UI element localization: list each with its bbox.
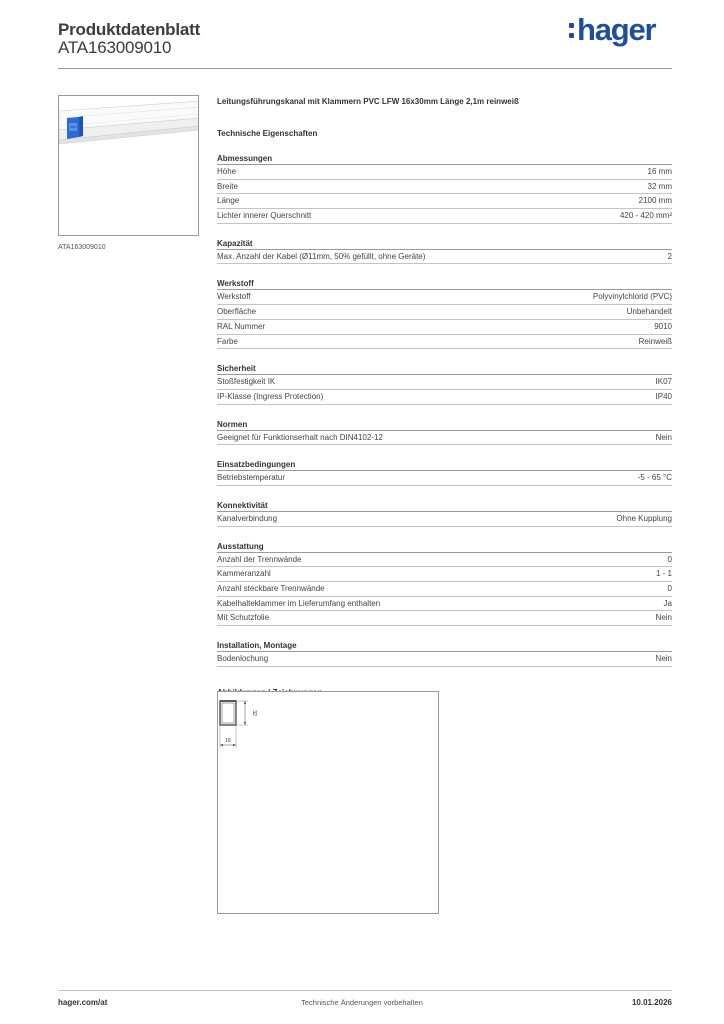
spec-value: 0 — [667, 584, 672, 593]
hager-logo — [568, 14, 655, 45]
spec-section — [217, 419, 672, 446]
spec-label: Max. Anzahl der Kabel (Ø11mm, 50% gefüllt, ohne Geräte) — [217, 251, 426, 261]
spec-sections — [217, 153, 672, 667]
spec-row — [217, 431, 672, 446]
spec-label: Lichter innerer Querschnitt — [217, 211, 312, 221]
article-number: ATA163009010 — [58, 38, 172, 57]
spec-value: Polyvinylchlorid (PVC) — [592, 292, 672, 302]
image-caption: ATA163009010 — [58, 244, 106, 251]
spec-label: Stoßfestigkeit IK — [217, 377, 276, 387]
spec-row — [217, 165, 672, 180]
section-title: Werkstoff — [217, 278, 672, 290]
section-title: Konnektivität — [217, 500, 672, 512]
spec-section — [217, 278, 672, 349]
spec-label: Kabelhalteklammer im Lieferumfang enthalten — [217, 598, 381, 608]
spec-section — [217, 640, 672, 667]
spec-section — [217, 238, 672, 265]
spec-value: Nein — [655, 432, 672, 442]
spec-value: IP40 — [655, 391, 672, 401]
spec-row — [217, 567, 672, 582]
spec-row — [217, 250, 672, 265]
spec-value: -5 - 65 °C — [637, 473, 672, 483]
spec-row — [217, 375, 672, 390]
spec-value: 16 mm — [647, 167, 672, 176]
spec-value: Nein — [655, 613, 672, 623]
dimension-width-label: 16 — [225, 738, 231, 744]
spec-value: Reinweiß — [638, 336, 672, 346]
spec-label: Länge — [217, 196, 240, 206]
spec-value: 2100 mm — [638, 196, 672, 206]
header-divider — [58, 68, 672, 69]
spec-label: Mit Schutzfolie — [217, 613, 270, 623]
spec-label: Kammeranzahl — [217, 569, 271, 579]
spec-section — [217, 363, 672, 404]
spec-label: Werkstoff — [217, 292, 251, 302]
dimension-height-label: 32 — [251, 710, 257, 716]
spec-label: Breite — [217, 181, 238, 191]
spec-label: Oberfläche — [217, 307, 257, 317]
technical-properties-heading: Technische Eigenschaften — [217, 129, 318, 138]
footer-website-link[interactable]: hager.com/at — [58, 998, 108, 1007]
spec-label: Farbe — [217, 336, 238, 346]
spec-section — [217, 541, 672, 626]
spec-row — [217, 652, 672, 667]
spec-row — [217, 290, 672, 305]
spec-row — [217, 320, 672, 335]
spec-row — [217, 553, 672, 568]
technical-drawing — [217, 691, 439, 914]
document-title: Produktdatenblatt — [58, 20, 201, 39]
spec-section — [217, 153, 672, 224]
spec-row — [217, 390, 672, 405]
specifications — [217, 96, 672, 698]
spec-row — [217, 180, 672, 195]
logo-text: hager — [577, 12, 656, 47]
spec-value: Nein — [655, 654, 672, 664]
spec-row — [217, 471, 672, 486]
cable-duct-illustration — [59, 96, 199, 236]
section-title: Sicherheit — [217, 363, 672, 375]
spec-value: Ja — [663, 598, 672, 608]
spec-label: Bodenlochung — [217, 654, 269, 664]
spec-row — [217, 597, 672, 612]
spec-row — [217, 582, 672, 597]
spec-value: 9010 — [654, 321, 672, 331]
cross-section-drawing — [218, 692, 440, 915]
spec-value: IK07 — [655, 377, 672, 387]
spec-label: Anzahl steckbare Trennwände — [217, 584, 325, 593]
section-title: Abmessungen — [217, 153, 672, 165]
spec-value: Unbehandelt — [626, 307, 672, 317]
spec-value: 32 mm — [647, 181, 672, 191]
spec-section — [217, 500, 672, 527]
spec-label: Anzahl der Trennwände — [217, 554, 302, 564]
footer-note: Technische Änderungen vorbehalten — [301, 998, 423, 1007]
section-title: Kapazität — [217, 238, 672, 250]
spec-value: Ohne Kupplung — [616, 513, 672, 523]
spec-value: 0 — [667, 554, 672, 564]
spec-label: Geeignet für Funktionserhalt nach DIN4102-12 — [217, 432, 383, 442]
spec-row — [217, 209, 672, 224]
footer-divider — [58, 990, 672, 991]
spec-label: Betriebstemperatur — [217, 473, 286, 483]
product-name: Leitungsführungskanal mit Klammern PVC LFW 16x30mm Länge 2,1m reinweiß — [217, 97, 519, 106]
spec-row — [217, 194, 672, 209]
section-title: Installation, Montage — [217, 640, 672, 652]
spec-section — [217, 459, 672, 486]
footer-date: 10.01.2026 — [631, 998, 672, 1007]
spec-label: IP-Klasse (Ingress Protection) — [217, 391, 324, 401]
spec-row — [217, 305, 672, 320]
spec-row — [217, 611, 672, 626]
product-image — [58, 95, 199, 236]
section-title: Einsatzbedingungen — [217, 459, 672, 471]
spec-value: 1 - 1 — [655, 569, 672, 579]
section-title: Ausstattung — [217, 541, 672, 553]
spec-row — [217, 335, 672, 350]
spec-value: 2 — [667, 251, 672, 261]
logo-dots-icon — [568, 20, 576, 40]
spec-label: Kanalverbindung — [217, 513, 278, 523]
spec-label: Höhe — [217, 167, 237, 176]
spec-row — [217, 512, 672, 527]
spec-label: RAL Nummer — [217, 321, 266, 331]
section-title: Normen — [217, 419, 672, 431]
spec-value: 420 - 420 mm² — [619, 211, 672, 221]
